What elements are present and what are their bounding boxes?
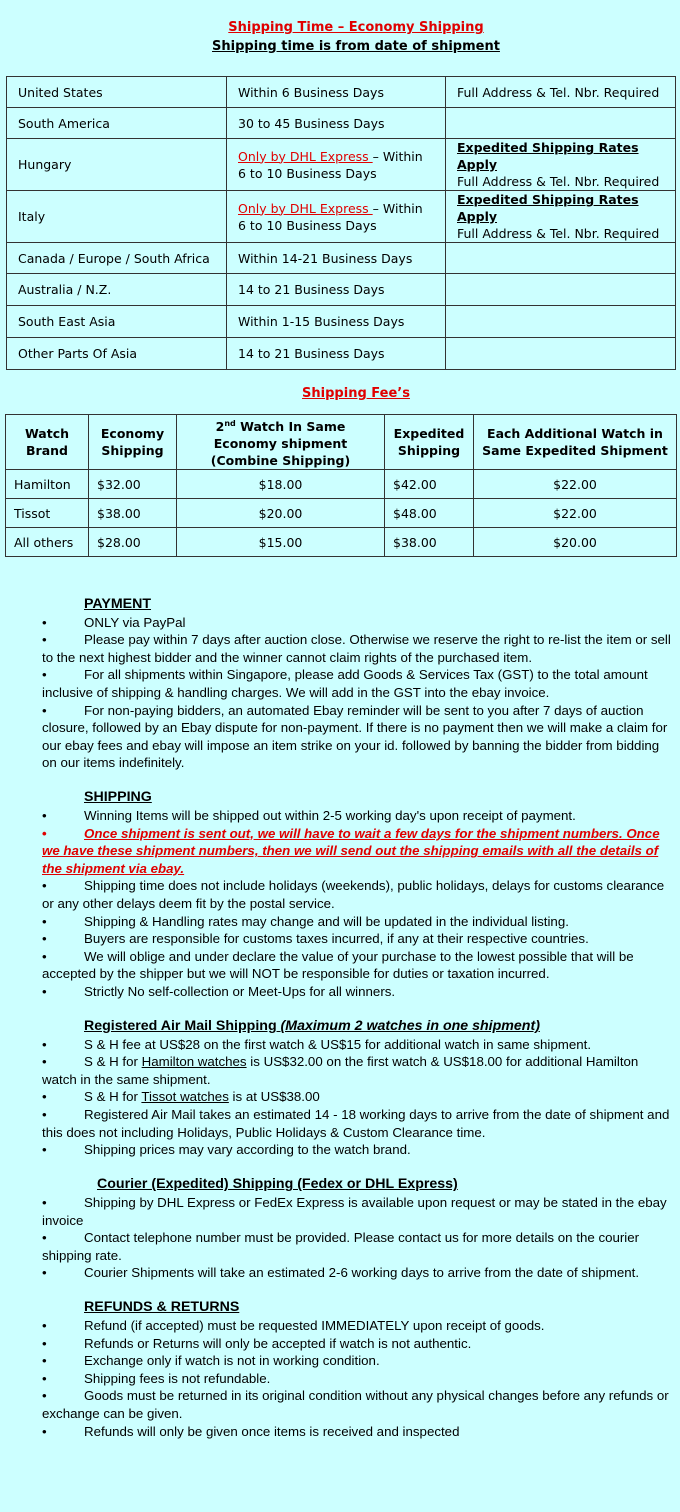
item-text: Exchange only if watch is not in working condition. (84, 1353, 380, 1369)
refunds-section (42, 1299, 674, 1440)
table-header-row (6, 415, 677, 470)
table-row (7, 306, 676, 338)
list-item (42, 1194, 674, 1229)
item-text: Strictly No self-collection or Meet-Ups for all winners. (84, 983, 396, 999)
bullet: • (42, 1230, 47, 1246)
bullet: • (42, 931, 47, 947)
time-cell (227, 191, 446, 243)
list-item (42, 1370, 674, 1388)
list-item (42, 807, 674, 825)
brand-cell: Hamilton (6, 470, 89, 499)
shipping-time-table (6, 76, 676, 370)
country-cell: Hungary (7, 139, 227, 191)
list-item (42, 1387, 674, 1422)
item-text: Contact telephone number must be provided. Please contact us for more details on the courier shipping rate. (42, 1230, 640, 1263)
shipping-fees-title: Shipping Fee’s (302, 386, 410, 401)
time-cell: 14 to 21 Business Days (227, 274, 446, 306)
note-text: Full Address & Tel. Nbr. Required (457, 226, 660, 241)
table-row (7, 274, 676, 306)
time-cell: 30 to 45 Business Days (227, 108, 446, 139)
table-row (6, 528, 677, 557)
courier-section (42, 1176, 674, 1282)
bullet: • (42, 1107, 47, 1123)
item-text: Please pay within 7 days after auction close. Otherwise we reserve the right to re-list the item or sell to the next highest bidder and the winner cannot claim rights of the purchased item. (42, 632, 671, 665)
expedited-cell: $42.00 (385, 470, 474, 499)
shipment-notice (42, 825, 674, 878)
shipping-fees-table (5, 414, 677, 557)
header-economy: Economy Shipping (89, 415, 177, 470)
second-cell: $18.00 (177, 470, 385, 499)
list-item (42, 1141, 674, 1159)
economy-cell: $38.00 (89, 499, 177, 528)
time-text: – Within 6 to 10 Business Days (238, 200, 423, 233)
bullet: • (42, 632, 47, 648)
payment-section (42, 596, 674, 772)
bullet: • (42, 1423, 47, 1439)
table-row (6, 499, 677, 528)
item-text: We will oblige and under declare the value of your purchase to the lowest possible that will be accepted by the shipper but we will NOT be responsible for duties or taxation incurred. (42, 948, 634, 982)
list-item (42, 877, 674, 912)
table-row (7, 139, 676, 191)
country-cell: Canada / Europe / South Africa (7, 243, 227, 274)
table-row (7, 191, 676, 243)
economy-cell: $32.00 (89, 470, 177, 499)
payment-title: PAYMENT (84, 596, 152, 612)
shipping-title: SHIPPING (84, 789, 152, 806)
bullet: • (42, 983, 47, 999)
bullet: • (42, 614, 47, 630)
bullet: • (42, 1089, 47, 1105)
additional-cell: $22.00 (474, 499, 677, 528)
airmail-title (42, 1018, 674, 1036)
list-item (42, 913, 674, 931)
list-item (42, 1335, 674, 1353)
bullet: • (42, 1353, 47, 1369)
item-text: Registered Air Mail takes an estimated 14 - 18 working days to arrive from the date of shipment and this does not including Holidays, Public Holidays & Custom Clearance time. (42, 1107, 670, 1140)
item-text: For non-paying bidders, an automated Ebay reminder will be sent to you after 7 days of auction closure, followed by an Ebay dispute for non-payment. If there is no payment then we will make a claim for our ebay fees and ebay will impose an item strike on your id. followed by banning the bidder from bidding on our items indefinitely. (42, 702, 668, 771)
item-text: Once shipment is sent out, we will have to wait a few days for the shipment numbers. Once we have these shipment numbers, then we will send out the shipping emails with all the details of the shipment via ebay. (42, 825, 660, 876)
country-cell: United States (7, 77, 227, 108)
list-item (42, 666, 674, 701)
item-text: S & H fee at US$28 on the first watch & US$15 for additional watch in same shipment. (84, 1036, 592, 1052)
item-text: Shipping time does not include holidays (weekends), public holidays, delays for customs clearance or any other delays deem fit by the postal service. (42, 878, 665, 911)
item-text: is US$32.00 on the first watch & US$18.00 for additional Hamilton watch in the same shipment. (42, 1054, 639, 1087)
bullet: • (42, 1036, 47, 1052)
table-row (7, 338, 676, 370)
list-item (42, 1053, 674, 1088)
time-cell: Within 14-21 Business Days (227, 243, 446, 274)
refunds-title: REFUNDS & RETURNS (84, 1299, 240, 1316)
expedited-rates-label: Expedited Shipping Rates Apply (457, 140, 639, 172)
list-item (42, 930, 674, 948)
note-cell (446, 139, 676, 191)
time-cell (227, 139, 446, 191)
header-expedited: Expedited Shipping (385, 415, 474, 470)
item-text: Shipping prices may vary according to the watch brand. (84, 1142, 411, 1158)
list-item (42, 1264, 674, 1282)
list-item (42, 1088, 674, 1106)
time-cell: Within 6 Business Days (227, 77, 446, 108)
item-text: Buyers are responsible for customs taxes incurred, if any at their respective countries. (84, 931, 589, 947)
bullet: • (42, 1370, 47, 1386)
bullet: • (42, 1265, 47, 1281)
bullet: • (42, 825, 47, 841)
note-text: Full Address & Tel. Nbr. Required (457, 174, 660, 189)
item-text: Refund (if accepted) must be requested IMMEDIATELY upon receipt of goods. (84, 1317, 545, 1333)
note-cell (446, 274, 676, 306)
item-text: Refunds or Returns will only be accepted if watch is not authentic. (84, 1335, 472, 1351)
list-item (42, 1423, 674, 1441)
shipping-section (42, 789, 674, 1000)
bullet: • (42, 1054, 47, 1070)
policy-sections (42, 596, 674, 1440)
expedited-cell: $48.00 (385, 499, 474, 528)
header-brand: Watch Brand (6, 415, 89, 470)
airmail-section (42, 1018, 674, 1159)
time-text: – Within 6 to 10 Business Days (238, 148, 423, 181)
brand-cell: All others (6, 528, 89, 557)
list-item (42, 1036, 674, 1054)
courier-title: Courier (Expedited) Shipping (Fedex or DHL Express) (97, 1176, 458, 1193)
note-cell (446, 306, 676, 338)
table-row (7, 108, 676, 139)
expedited-cell: $38.00 (385, 528, 474, 557)
list-item (42, 1229, 674, 1264)
item-text: Winning Items will be shipped out within 2-5 working day's upon receipt of payment. (84, 808, 576, 824)
list-item (42, 1317, 674, 1335)
time-cell: Within 1-15 Business Days (227, 306, 446, 338)
bullet: • (42, 1388, 47, 1404)
bullet: • (42, 948, 47, 964)
item-text: S & H for (84, 1054, 142, 1070)
note-cell (446, 191, 676, 243)
bullet: • (42, 1142, 47, 1158)
item-text: is at US$38.00 (228, 1089, 320, 1105)
expedited-rates-label: Expedited Shipping Rates Apply (457, 192, 639, 224)
note-cell (446, 108, 676, 139)
country-cell: Italy (7, 191, 227, 243)
shipping-time-subtitle: Shipping time is from date of shipment (212, 39, 500, 54)
airmail-title-text: Registered Air Mail Shipping (84, 1018, 281, 1035)
table-row (7, 77, 676, 108)
additional-cell: $20.00 (474, 528, 677, 557)
header-second-watch (177, 415, 385, 470)
item-text: Shipping & Handling rates may change and will be updated in the individual listing. (84, 913, 569, 929)
bullet: • (42, 913, 47, 929)
second-cell: $15.00 (177, 528, 385, 557)
header-additional: Each Additional Watch in Same Expedited Shipment (474, 415, 677, 470)
item-text: Shipping fees is not refundable. (84, 1370, 271, 1386)
dhl-only-label: Only by DHL Express (238, 200, 373, 216)
note-cell (446, 243, 676, 274)
country-cell: Other Parts Of Asia (7, 338, 227, 370)
bullet: • (42, 878, 47, 894)
list-item (42, 983, 674, 1001)
bullet: • (42, 1317, 47, 1333)
bullet: • (42, 702, 47, 718)
brand-cell: Tissot (6, 499, 89, 528)
airmail-title-note: (Maximum 2 watches in one shipment) (280, 1018, 540, 1035)
bullet: • (42, 1194, 47, 1210)
header-second-sup: nd (224, 419, 236, 428)
country-cell: South East Asia (7, 306, 227, 338)
item-text: ONLY via PayPal (84, 614, 186, 630)
list-item (42, 1352, 674, 1370)
tissot-watches-link: Tissot watches (141, 1089, 229, 1105)
item-text: Refunds will only be given once items is received and inspected (84, 1423, 460, 1439)
item-text: Courier Shipments will take an estimated 2-6 working days to arrive from the date of shipment. (84, 1265, 640, 1281)
item-text: For all shipments within Singapore, please add Goods & Services Tax (GST) to the total amount inclusive of shipping & handling charges. We will add in the GST into the ebay invoice. (42, 667, 648, 700)
economy-cell: $28.00 (89, 528, 177, 557)
hamilton-watches-link: Hamilton watches (141, 1054, 247, 1070)
additional-cell: $22.00 (474, 470, 677, 499)
list-item (42, 702, 674, 772)
dhl-only-label: Only by DHL Express (238, 148, 373, 164)
list-item (42, 614, 674, 632)
table-row (6, 470, 677, 499)
header-second-rest: Watch In Same Economy shipment (Combine Shipping) (210, 419, 351, 469)
note-cell: Full Address & Tel. Nbr. Required (446, 77, 676, 108)
bullet: • (42, 808, 47, 824)
list-item (42, 631, 674, 666)
shipping-time-title: Shipping Time – Economy Shipping (228, 20, 484, 35)
country-cell: Australia / N.Z. (7, 274, 227, 306)
time-cell: 14 to 21 Business Days (227, 338, 446, 370)
list-item (42, 1106, 674, 1141)
item-text: Goods must be returned in its original condition without any physical changes before any refunds or exchange can be given. (42, 1388, 669, 1421)
list-item (42, 948, 674, 983)
country-cell: South America (7, 108, 227, 139)
second-cell: $20.00 (177, 499, 385, 528)
note-cell (446, 338, 676, 370)
item-text: S & H for (84, 1089, 142, 1105)
item-text: Shipping by DHL Express or FedEx Express is available upon request or may be stated in the ebay invoice (42, 1194, 667, 1228)
table-row (7, 243, 676, 274)
bullet: • (42, 1335, 47, 1351)
header-second-num: 2 (215, 419, 225, 435)
bullet: • (42, 667, 47, 683)
